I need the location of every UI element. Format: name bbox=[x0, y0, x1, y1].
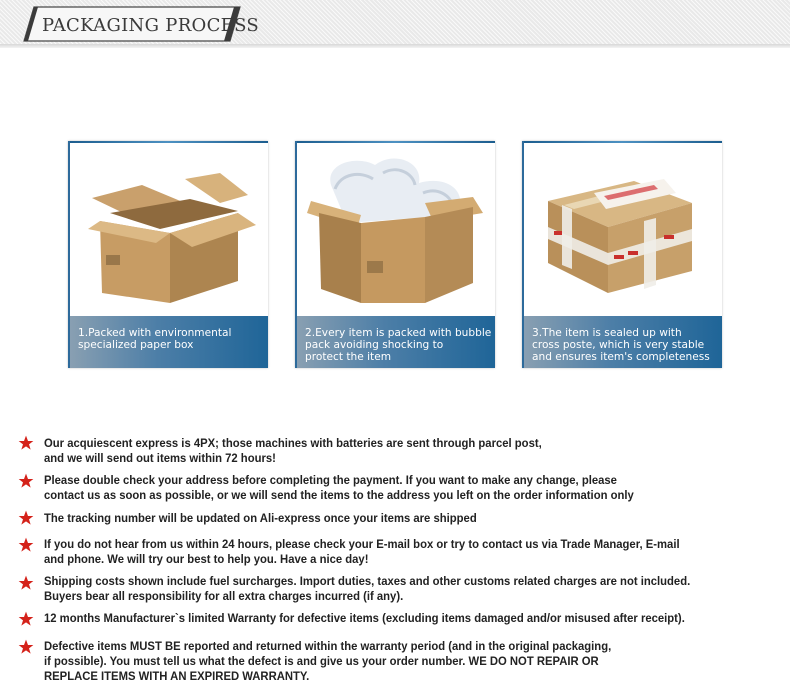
note-text: Shipping costs shown include fuel surcharges. Import duties, taxes and other customs related charges are not included. Buyers bear all responsibility for all extra charges incurred (if any). bbox=[44, 574, 691, 603]
note-text: 12 months Manufacturer`s limited Warranty for defective items (excluding items damaged and/or misused after receipt). bbox=[44, 611, 685, 625]
note-text: If you do not hear from us within 24 hours, please check your E-mail box or try to contact us via Trade Manager, E-mail and phone. We will try our best to help you. Have a nice day! bbox=[44, 537, 680, 566]
note-text: Please double check your address before completing the payment. If you want to make any change, please contact us as soon as possible, or we will send the items to the address you left on the order information only bbox=[44, 473, 634, 502]
step-caption: 3.The item is sealed up with cross poste, which is very stable and ensures item's completeness bbox=[532, 327, 710, 363]
step-caption: 2.Every item is packed with bubble pack avoiding shocking to protect the item bbox=[305, 327, 492, 363]
star-icon bbox=[18, 473, 34, 489]
note-text: Defective items MUST BE reported and returned within the warranty period (and in the original packaging, if possible). You must tell us what the defect is and give us your order number. WE DO NOT REPAIR OR REPLACE ITEMS WITH AN EXPIRED WARRANTY. bbox=[44, 639, 612, 683]
star-icon bbox=[18, 575, 34, 591]
star-icon bbox=[18, 435, 34, 451]
note-text: Our acquiescent express is 4PX; those machines with batteries are sent through parcel post, and we will send out items within 72 hours! bbox=[44, 436, 542, 465]
step-caption: 1.Packed with environmental specialized paper box bbox=[78, 327, 232, 351]
section-title: PACKAGING PROCESS bbox=[42, 15, 260, 36]
star-icon bbox=[18, 510, 34, 526]
star-icon bbox=[18, 611, 34, 627]
star-icon bbox=[18, 639, 34, 655]
star-icon bbox=[18, 537, 34, 553]
note-text: The tracking number will be updated on Ali-express once your items are shipped bbox=[44, 511, 477, 525]
